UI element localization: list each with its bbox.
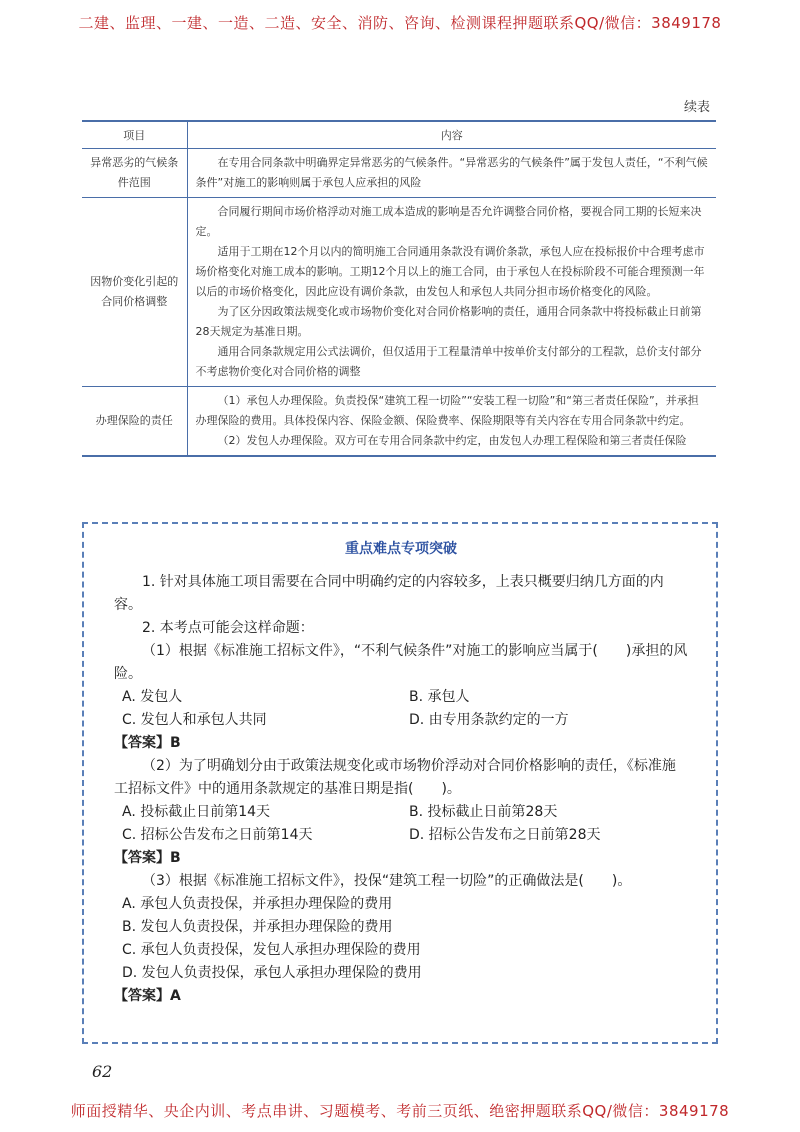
options-row <box>114 686 688 709</box>
question-3: （3）根据《标准施工招标文件》，投保“建筑工程一切险”的正确做法是( )。 <box>142 873 632 889</box>
content-table <box>82 120 716 457</box>
option: A. 投标截止日前第14天 <box>122 804 271 820</box>
bottom-banner: 师面授精华、央企内训、考点串讲、习题模考、考前三页纸、绝密押题联系QQ/微信：3849178 <box>70 1102 730 1120</box>
page-number: 62 <box>92 1062 113 1081</box>
top-banner: 二建、监理、一建、一造、二造、安全、消防、咨询、检测课程押题联系QQ/微信：3849178 <box>78 14 722 32</box>
option: C. 招标公告发布之日前第14天 <box>122 827 313 843</box>
table-row <box>82 386 716 456</box>
row-paragraph: 为了区分因政策法规变化或市场物价变化对合同价格影响的责任，通用合同条款中将投标截止日前第28天规定为基准日期。 <box>195 304 702 338</box>
box-title: 重点难点专项突破 <box>345 541 457 557</box>
option: C. 发包人和承包人共同 <box>122 712 267 728</box>
option: D. 由专用条款约定的一方 <box>409 712 569 728</box>
question-2: （2）为了明确划分由于政策法规变化或市场物价浮动对合同价格影响的责任，《标准施工招标文件》中的通用条款规定的基准日期是指( )。 <box>114 758 676 797</box>
option: B. 承包人 <box>409 689 470 705</box>
option: D. 发包人负责投保，承包人承担办理保险的费用 <box>122 965 422 981</box>
option: A. 承包人负责投保，并承担办理保险的费用 <box>122 896 393 912</box>
row-item: 异常恶劣的气候条件范围 <box>82 148 187 197</box>
option: C. 承包人负责投保，发包人承担办理保险的费用 <box>122 942 421 958</box>
table-row <box>82 148 716 197</box>
row-content <box>187 197 716 386</box>
row-content <box>187 148 716 197</box>
table-row <box>82 197 716 386</box>
row-paragraph: （2）发包人办理保险。双方可在专用合同条款中约定，由发包人办理工程保险和第三者责任保险 <box>217 433 687 447</box>
row-paragraph: 通用合同条款规定用公式法调价，但仅适用于工程量清单中按单价支付部分的工程款，总价支付部分不考虑物价变化对合同价格的调整 <box>195 344 702 378</box>
continued-label: 续表 <box>683 100 710 115</box>
key-points-box <box>82 522 718 1044</box>
box-paragraph: 2. 本考点可能会这样命题： <box>142 620 314 636</box>
option: B. 发包人负责投保，并承担办理保险的费用 <box>122 919 393 935</box>
answer-3: 【答案】A <box>114 988 181 1004</box>
row-paragraph: 合同履行期间市场价格浮动对施工成本造成的影响是否允许调整合同价格，要视合同工期的长短来决定。 <box>195 204 702 238</box>
answer-2: 【答案】B <box>114 850 181 866</box>
row-paragraph: 在专用合同条款中明确界定异常恶劣的气候条件。“异常恶劣的气候条件”属于发包人责任，“不利气候条件”对施工的影响则属于承包人应承担的风险 <box>195 155 708 189</box>
header-content: 内容 <box>187 121 716 148</box>
option: B. 投标截止日前第28天 <box>409 804 558 820</box>
question-1: （1）根据《标准施工招标文件》，“不利气候条件”对施工的影响应当属于( )承担的风险。 <box>114 643 688 682</box>
options-row <box>114 824 688 847</box>
box-paragraph: 1. 针对具体施工项目需要在合同中明确约定的内容较多，上表只概要归纳几方面的内容。 <box>114 574 664 613</box>
table-header <box>82 121 716 148</box>
answer-1: 【答案】B <box>114 735 181 751</box>
option: D. 招标公告发布之日前第28天 <box>409 827 601 843</box>
header-item: 项目 <box>82 121 187 148</box>
row-paragraph: （1）承包人办理保险。负责投保“建筑工程一切险”“安装工程一切险”和“第三者责任保险”，并承担办理保险的费用。具体投保内容、保险金额、保险费率、保险期限等有关内容在专用合同条款中约定。 <box>195 393 699 427</box>
row-content <box>187 386 716 456</box>
options-row <box>114 801 688 824</box>
option: A. 发包人 <box>122 689 183 705</box>
row-item: 办理保险的责任 <box>82 386 187 456</box>
row-paragraph: 适用于工期在12个月以内的简明施工合同通用条款没有调价条款，承包人应在投标报价中合理考虑市场价格变化对施工成本的影响。工期12个月以上的施工合同，由于承包人在投标阶段不可能合理预测一年以后的市场价格变化，因此应设有调价条款，由发包人和承包人共同分担市场价格变化的风险。 <box>195 244 705 298</box>
row-item: 因物价变化引起的合同价格调整 <box>82 197 187 386</box>
options-row <box>114 709 688 732</box>
